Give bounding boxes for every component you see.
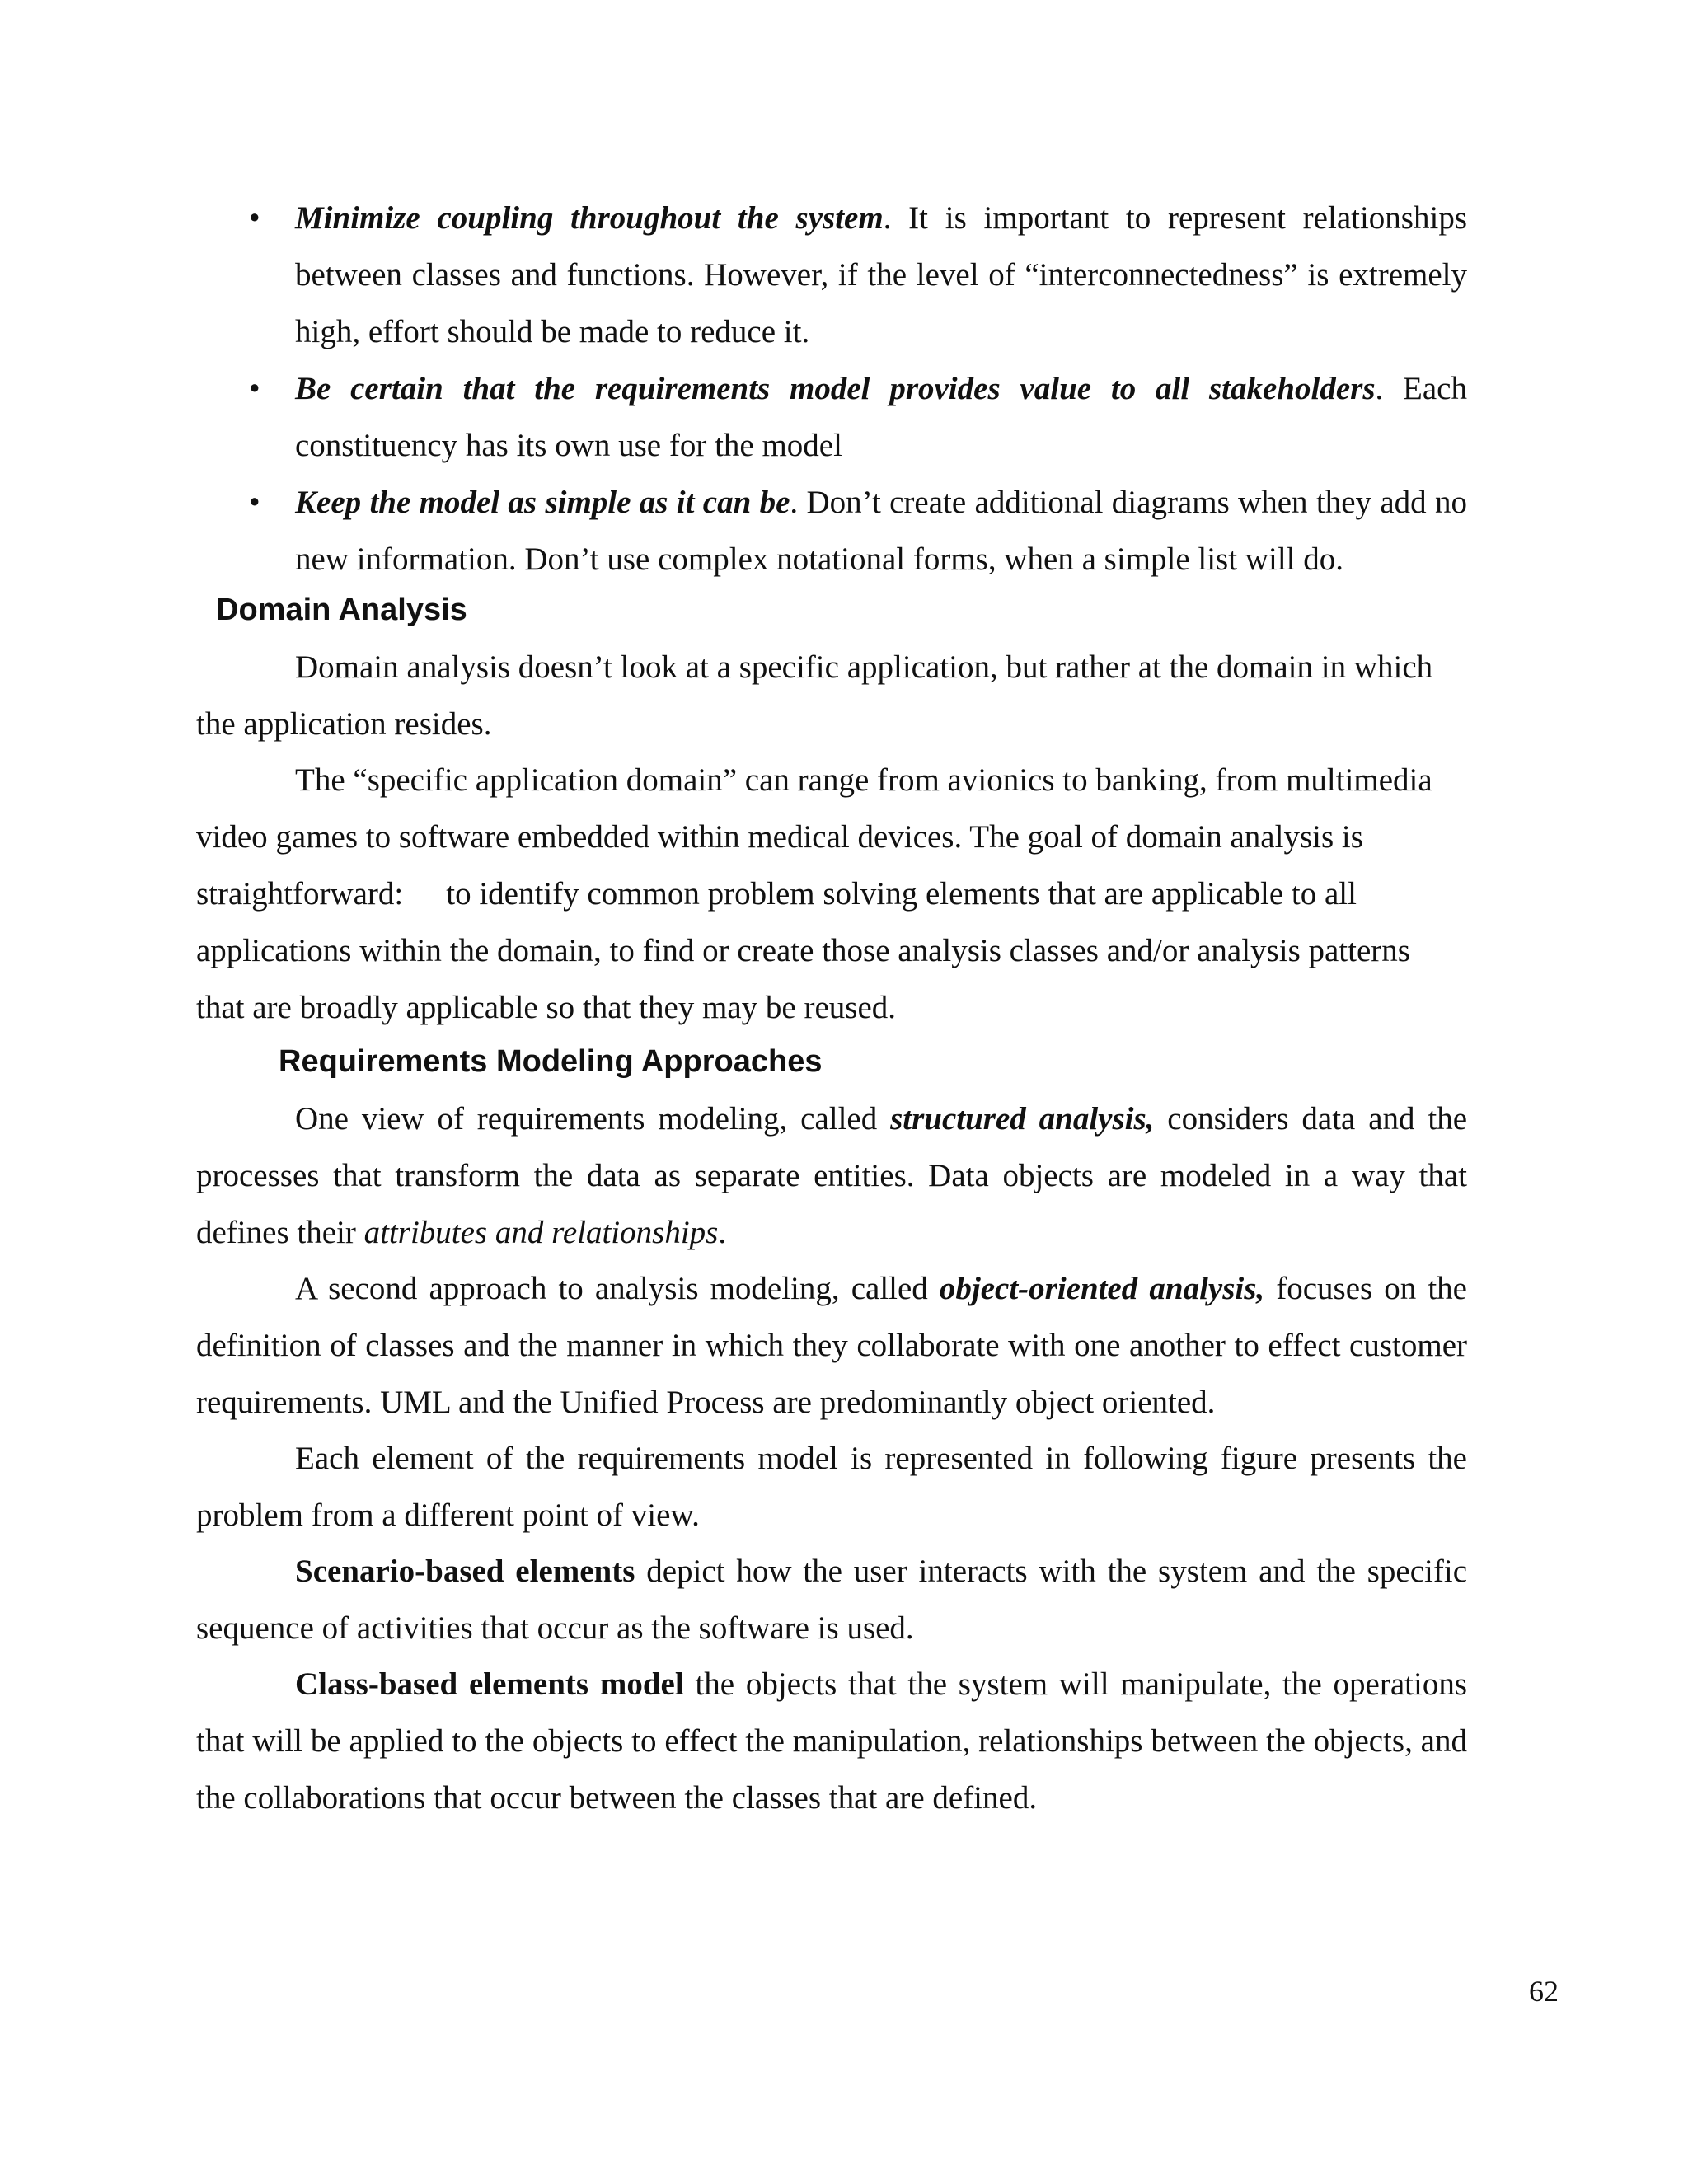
text-line: that are broadly applicable so that they may be reused.: [196, 990, 897, 1025]
text-run: .: [718, 1215, 727, 1250]
list-item: [249, 360, 1467, 474]
text-run: One view of requirements modeling, called: [295, 1101, 891, 1137]
bullet-lead: Be certain that the requirements model provides value to all stakeholders: [295, 371, 1376, 406]
list-item: [249, 190, 1467, 360]
text-run: A second approach to analysis modeling, called: [295, 1271, 940, 1306]
paragraph-domain-intro: Domain analysis doesn’t look at a specific application, but rather at the domain in which the application resides.: [196, 649, 1433, 742]
bullet-text: . It is important to represent relationships between classes and functions. However, if the level of “interconnectedness” is extremely high, effort should be made to reduce it.: [295, 200, 1467, 349]
list-item: [249, 474, 1467, 588]
paragraph-domain-goal: [196, 752, 1467, 1036]
text-run: considers data and the processes that transform the data as separate entities. Data objects are modeled in a way that defines their: [196, 1101, 1467, 1250]
text-run: focuses on the definition of classes and the manner in which they collaborate with one another to effect customer requirements. UML and the Unified Process are predominantly object oriented.: [196, 1271, 1467, 1420]
bullet-lead: Keep the model as simple as it can be: [295, 485, 790, 520]
bullet-icon: •: [249, 485, 260, 520]
bullet-text: . Don’t create additional diagrams when they add no new information. Don’t use complex notational forms, when a simple list will do.: [295, 485, 1467, 577]
term-attributes: attributes and relationships: [363, 1215, 719, 1250]
term-object-oriented-analysis: object-oriented analysis,: [939, 1271, 1265, 1306]
paragraph-scenario-based: [196, 1543, 1467, 1657]
bullet-icon: •: [249, 200, 260, 236]
term-class-based: Class-based elements model: [295, 1666, 684, 1702]
text-run: the objects that the system will manipulate, the operations that will be applied to the objects to effect the manipulation, relationships between the objects, and the collaborations that occur between the classes that are defined.: [196, 1666, 1467, 1816]
guideline-list: [0, 190, 1688, 588]
bullet-text: . Each constituency has its own use for the model: [295, 371, 1467, 463]
paragraph-model-elements: Each element of the requirements model is represented in following figure presents the problem from a different point of view.: [196, 1441, 1467, 1533]
text-run: depict how the user interacts with the system and the specific sequence of activities that occur as the software is used.: [196, 1554, 1468, 1646]
text-line: The “specific application domain” can range from avionics to banking, from multimedia: [295, 762, 1432, 798]
text-line: straightforward:: [196, 876, 404, 912]
text-line: applications within the domain, to find or create those analysis classes and/or analysis patterns: [196, 933, 1410, 968]
section-heading-modeling-approaches: Requirements Modeling Approaches: [279, 1044, 823, 1079]
section-heading-domain-analysis: Domain Analysis: [216, 593, 467, 627]
page-number: 62: [1529, 1975, 1559, 2008]
text-line: to identify common problem solving elements that are applicable to all: [446, 876, 1357, 912]
bullet-lead: Minimize coupling throughout the system: [295, 200, 884, 236]
paragraph-class-based: [196, 1656, 1467, 1826]
text-line: video games to software embedded within medical devices. The goal of domain analysis is: [196, 819, 1363, 855]
paragraph-structured-analysis: [196, 1090, 1467, 1261]
term-scenario-based: Scenario-based elements: [295, 1554, 635, 1589]
term-structured-analysis: structured analysis,: [890, 1101, 1155, 1137]
paragraph-object-oriented-analysis: [196, 1260, 1467, 1431]
bullet-icon: •: [249, 371, 260, 406]
